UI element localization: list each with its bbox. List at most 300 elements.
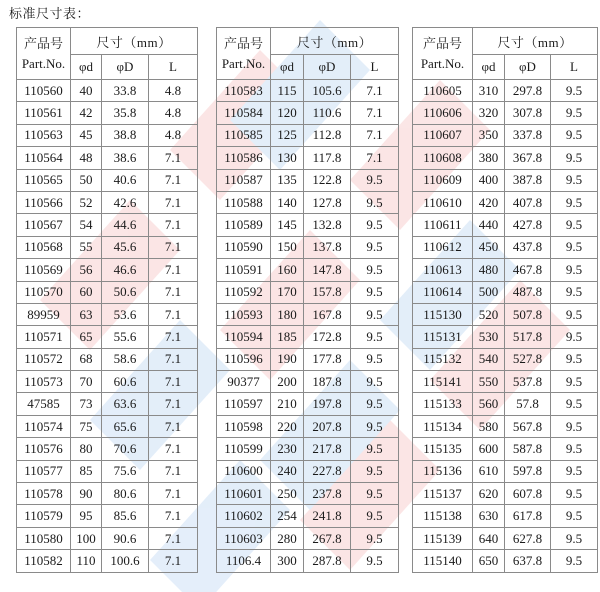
- outer-diameter-cell: 237.8: [304, 483, 351, 505]
- table-row: [413, 169, 598, 191]
- length-cell: 9.5: [551, 169, 598, 191]
- length-cell: 7.1: [149, 460, 198, 482]
- inner-diameter-cell: 310: [473, 80, 505, 102]
- table-row: [217, 371, 399, 393]
- inner-diameter-cell: 180: [271, 303, 304, 325]
- inner-diameter-cell: 600: [473, 438, 505, 460]
- table-row: [217, 124, 399, 146]
- inner-diameter-cell: 80: [71, 438, 102, 460]
- outer-diameter-cell: 267.8: [304, 527, 351, 549]
- outer-diameter-cell: 70.6: [102, 438, 149, 460]
- length-cell: 7.1: [149, 527, 198, 549]
- table-row: [217, 550, 399, 572]
- inner-diameter-cell: 560: [473, 393, 505, 415]
- outer-diameter-header: φD: [505, 55, 551, 80]
- part-number-cell: 110579: [17, 505, 71, 527]
- length-cell: 9.5: [351, 326, 399, 348]
- length-cell: 9.5: [351, 505, 399, 527]
- inner-diameter-cell: 254: [271, 505, 304, 527]
- table-row: [217, 460, 399, 482]
- table-row: [217, 483, 399, 505]
- part-number-cell: 110612: [413, 236, 473, 258]
- inner-diameter-cell: 420: [473, 191, 505, 213]
- inner-diameter-cell: 450: [473, 236, 505, 258]
- length-cell: 9.5: [551, 393, 598, 415]
- inner-diameter-cell: 100: [71, 527, 102, 549]
- outer-diameter-cell: 487.8: [505, 281, 551, 303]
- inner-diameter-cell: 650: [473, 550, 505, 572]
- table-row: [413, 460, 598, 482]
- outer-diameter-cell: 38.8: [102, 124, 149, 146]
- outer-diameter-cell: 147.8: [304, 259, 351, 281]
- table-row: [413, 527, 598, 549]
- part-number-cell: 115130: [413, 303, 473, 325]
- outer-diameter-header: φD: [304, 55, 351, 80]
- table-row: [217, 438, 399, 460]
- length-cell: 7.1: [149, 371, 198, 393]
- part-number-cell: 110587: [217, 169, 271, 191]
- outer-diameter-cell: 287.8: [304, 550, 351, 572]
- length-cell: 7.1: [149, 191, 198, 213]
- length-cell: 9.5: [551, 438, 598, 460]
- length-cell: 7.1: [149, 147, 198, 169]
- length-cell: 9.5: [351, 371, 399, 393]
- part-number-cell: 110591: [217, 259, 271, 281]
- outer-diameter-cell: 85.6: [102, 505, 149, 527]
- length-cell: 7.1: [149, 303, 198, 325]
- outer-diameter-cell: 597.8: [505, 460, 551, 482]
- outer-diameter-cell: 157.8: [304, 281, 351, 303]
- table-row: [17, 393, 198, 415]
- part-number-cell: 110592: [217, 281, 271, 303]
- table-row: [17, 124, 198, 146]
- inner-diameter-cell: 90: [71, 483, 102, 505]
- outer-diameter-cell: 241.8: [304, 505, 351, 527]
- part-number-header: 产品号 Part.No.: [17, 28, 71, 80]
- inner-diameter-cell: 540: [473, 348, 505, 370]
- outer-diameter-cell: 122.8: [304, 169, 351, 191]
- table-row: [217, 415, 399, 437]
- table-row: [413, 483, 598, 505]
- table-row: [17, 438, 198, 460]
- outer-diameter-cell: 637.8: [505, 550, 551, 572]
- table-row: [17, 303, 198, 325]
- length-cell: 7.1: [149, 550, 198, 572]
- part-number-cell: 110611: [413, 214, 473, 236]
- table-row: [413, 550, 598, 572]
- inner-diameter-cell: 210: [271, 393, 304, 415]
- length-cell: 7.1: [149, 483, 198, 505]
- table-row: [413, 124, 598, 146]
- table-row: [217, 326, 399, 348]
- inner-diameter-cell: 130: [271, 147, 304, 169]
- length-cell: 7.1: [351, 102, 399, 124]
- outer-diameter-cell: 617.8: [505, 505, 551, 527]
- table-row: [217, 527, 399, 549]
- table-row: [17, 80, 198, 102]
- outer-diameter-cell: 337.8: [505, 124, 551, 146]
- length-cell: 9.5: [351, 527, 399, 549]
- table-row: [17, 348, 198, 370]
- inner-diameter-cell: 200: [271, 371, 304, 393]
- table-row: [217, 80, 399, 102]
- outer-diameter-cell: 57.8: [505, 393, 551, 415]
- length-cell: 9.5: [551, 348, 598, 370]
- length-cell: 9.5: [551, 191, 598, 213]
- length-cell: 9.5: [551, 460, 598, 482]
- part-number-cell: 115139: [413, 527, 473, 549]
- table-row: [17, 527, 198, 549]
- inner-diameter-cell: 240: [271, 460, 304, 482]
- length-header: L: [351, 55, 399, 80]
- length-cell: 9.5: [351, 460, 399, 482]
- inner-diameter-cell: 140: [271, 191, 304, 213]
- outer-diameter-cell: 42.6: [102, 191, 149, 213]
- inner-diameter-cell: 400: [473, 169, 505, 191]
- outer-diameter-cell: 407.8: [505, 191, 551, 213]
- table-row: [17, 281, 198, 303]
- table-row: [17, 326, 198, 348]
- size-table-3: [412, 27, 598, 573]
- part-number-cell: 115135: [413, 438, 473, 460]
- length-cell: 7.1: [149, 169, 198, 191]
- outer-diameter-cell: 127.8: [304, 191, 351, 213]
- part-number-cell: 110590: [217, 236, 271, 258]
- inner-diameter-cell: 50: [71, 169, 102, 191]
- part-number-header: 产品号 Part.No.: [217, 28, 271, 80]
- length-cell: 9.5: [551, 147, 598, 169]
- outer-diameter-cell: 44.6: [102, 214, 149, 236]
- part-number-cell: 110597: [217, 393, 271, 415]
- outer-diameter-cell: 627.8: [505, 527, 551, 549]
- inner-diameter-cell: 380: [473, 147, 505, 169]
- part-number-cell: 115133: [413, 393, 473, 415]
- length-cell: 7.1: [149, 393, 198, 415]
- table-row: [17, 371, 198, 393]
- table-row: [217, 191, 399, 213]
- inner-diameter-cell: 550: [473, 371, 505, 393]
- outer-diameter-cell: 207.8: [304, 415, 351, 437]
- outer-diameter-cell: 607.8: [505, 483, 551, 505]
- length-cell: 9.5: [351, 214, 399, 236]
- length-cell: 7.1: [149, 348, 198, 370]
- length-cell: 9.5: [351, 550, 399, 572]
- table-row: [413, 191, 598, 213]
- outer-diameter-cell: 172.8: [304, 326, 351, 348]
- length-cell: 9.5: [551, 483, 598, 505]
- length-cell: 7.1: [149, 214, 198, 236]
- length-cell: 4.8: [149, 124, 198, 146]
- part-number-cell: 110600: [217, 460, 271, 482]
- part-number-cell: 110596: [217, 348, 271, 370]
- part-number-cell: 115132: [413, 348, 473, 370]
- length-cell: 9.5: [351, 348, 399, 370]
- outer-diameter-cell: 75.6: [102, 460, 149, 482]
- part-number-cell: 110560: [17, 80, 71, 102]
- outer-diameter-cell: 427.8: [505, 214, 551, 236]
- length-cell: 9.5: [351, 415, 399, 437]
- table-row: [217, 393, 399, 415]
- inner-diameter-cell: 500: [473, 281, 505, 303]
- part-number-cell: 110571: [17, 326, 71, 348]
- outer-diameter-cell: 105.6: [304, 80, 351, 102]
- inner-diameter-cell: 54: [71, 214, 102, 236]
- table-row: [413, 214, 598, 236]
- length-header: L: [149, 55, 198, 80]
- inner-diameter-cell: 280: [271, 527, 304, 549]
- inner-diameter-cell: 350: [473, 124, 505, 146]
- outer-diameter-cell: 467.8: [505, 259, 551, 281]
- outer-diameter-cell: 45.6: [102, 236, 149, 258]
- length-cell: 9.5: [551, 102, 598, 124]
- outer-diameter-cell: 40.6: [102, 169, 149, 191]
- length-cell: 7.1: [149, 236, 198, 258]
- part-number-cell: 1106.4: [217, 550, 271, 572]
- outer-diameter-cell: 537.8: [505, 371, 551, 393]
- inner-diameter-cell: 520: [473, 303, 505, 325]
- inner-diameter-header: φd: [271, 55, 304, 80]
- inner-diameter-cell: 250: [271, 483, 304, 505]
- part-number-cell: 110573: [17, 371, 71, 393]
- outer-diameter-cell: 217.8: [304, 438, 351, 460]
- inner-diameter-cell: 220: [271, 415, 304, 437]
- outer-diameter-cell: 90.6: [102, 527, 149, 549]
- part-number-cell: 115131: [413, 326, 473, 348]
- inner-diameter-cell: 120: [271, 102, 304, 124]
- part-number-cell: 110580: [17, 527, 71, 549]
- part-number-cell: 110610: [413, 191, 473, 213]
- outer-diameter-cell: 110.6: [304, 102, 351, 124]
- inner-diameter-cell: 63: [71, 303, 102, 325]
- outer-diameter-cell: 58.6: [102, 348, 149, 370]
- table-row: [217, 505, 399, 527]
- table-row: [413, 303, 598, 325]
- part-number-cell: 110576: [17, 438, 71, 460]
- part-number-cell: 110601: [217, 483, 271, 505]
- inner-diameter-cell: 110: [71, 550, 102, 572]
- table-row: [17, 259, 198, 281]
- part-number-cell: 110607: [413, 124, 473, 146]
- length-cell: 7.1: [149, 415, 198, 437]
- outer-diameter-cell: 100.6: [102, 550, 149, 572]
- part-number-cell: 115140: [413, 550, 473, 572]
- outer-diameter-cell: 33.8: [102, 80, 149, 102]
- table-row: [217, 259, 399, 281]
- inner-diameter-cell: 480: [473, 259, 505, 281]
- outer-diameter-cell: 587.8: [505, 438, 551, 460]
- inner-diameter-cell: 160: [271, 259, 304, 281]
- part-number-cell: 110564: [17, 147, 71, 169]
- outer-diameter-cell: 507.8: [505, 303, 551, 325]
- part-number-cell: 110593: [217, 303, 271, 325]
- outer-diameter-cell: 60.6: [102, 371, 149, 393]
- table-row: [17, 483, 198, 505]
- length-cell: 9.5: [351, 483, 399, 505]
- part-number-cell: 110598: [217, 415, 271, 437]
- inner-diameter-cell: 320: [473, 102, 505, 124]
- inner-diameter-cell: 170: [271, 281, 304, 303]
- length-cell: 7.1: [351, 124, 399, 146]
- part-number-cell: 110582: [17, 550, 71, 572]
- length-cell: 9.5: [351, 191, 399, 213]
- part-number-cell: 110589: [217, 214, 271, 236]
- length-cell: 4.8: [149, 102, 198, 124]
- length-cell: 4.8: [149, 80, 198, 102]
- table-row: [413, 80, 598, 102]
- inner-diameter-cell: 150: [271, 236, 304, 258]
- part-number-cell: 115138: [413, 505, 473, 527]
- part-number-cell: 115137: [413, 483, 473, 505]
- outer-diameter-cell: 80.6: [102, 483, 149, 505]
- table-row: [217, 102, 399, 124]
- length-cell: 9.5: [551, 505, 598, 527]
- outer-diameter-cell: 65.6: [102, 415, 149, 437]
- part-number-header: 产品号 Part.No.: [413, 28, 473, 80]
- part-number-cell: 110563: [17, 124, 71, 146]
- length-cell: 9.5: [351, 236, 399, 258]
- inner-diameter-cell: 42: [71, 102, 102, 124]
- length-cell: 7.1: [149, 259, 198, 281]
- length-cell: 9.5: [551, 259, 598, 281]
- table-row: [413, 236, 598, 258]
- part-number-cell: 110568: [17, 236, 71, 258]
- part-number-cell: 115134: [413, 415, 473, 437]
- inner-diameter-cell: 95: [71, 505, 102, 527]
- length-cell: 7.1: [351, 80, 399, 102]
- outer-diameter-cell: 50.6: [102, 281, 149, 303]
- part-number-cell: 110609: [413, 169, 473, 191]
- length-cell: 9.5: [351, 281, 399, 303]
- length-cell: 7.1: [149, 438, 198, 460]
- inner-diameter-cell: 60: [71, 281, 102, 303]
- table-row: [17, 102, 198, 124]
- outer-diameter-cell: 297.8: [505, 80, 551, 102]
- table-row: [17, 236, 198, 258]
- page-heading: 标准尺寸表：: [9, 7, 91, 22]
- outer-diameter-cell: 112.8: [304, 124, 351, 146]
- outer-diameter-header: φD: [102, 55, 149, 80]
- length-cell: 9.5: [351, 169, 399, 191]
- table-row: [413, 415, 598, 437]
- inner-diameter-cell: 40: [71, 80, 102, 102]
- outer-diameter-cell: 517.8: [505, 326, 551, 348]
- outer-diameter-cell: 227.8: [304, 460, 351, 482]
- table-row: [217, 169, 399, 191]
- inner-diameter-cell: 115: [271, 80, 304, 102]
- inner-diameter-cell: 630: [473, 505, 505, 527]
- table-row: [17, 460, 198, 482]
- outer-diameter-cell: 35.8: [102, 102, 149, 124]
- length-cell: 9.5: [551, 371, 598, 393]
- inner-diameter-cell: 125: [271, 124, 304, 146]
- table-row: [413, 102, 598, 124]
- table-row: [217, 281, 399, 303]
- part-number-cell: 110599: [217, 438, 271, 460]
- part-number-cell: 110586: [217, 147, 271, 169]
- part-number-cell: 110569: [17, 259, 71, 281]
- part-number-cell: 110561: [17, 102, 71, 124]
- table-row: [217, 303, 399, 325]
- inner-diameter-cell: 75: [71, 415, 102, 437]
- table-row: [17, 169, 198, 191]
- length-cell: 9.5: [351, 303, 399, 325]
- inner-diameter-cell: 190: [271, 348, 304, 370]
- length-cell: 9.5: [551, 303, 598, 325]
- length-cell: 9.5: [551, 214, 598, 236]
- table-row: [217, 348, 399, 370]
- part-number-cell: 110565: [17, 169, 71, 191]
- table-row: [413, 147, 598, 169]
- table-row: [413, 281, 598, 303]
- table-row: [17, 191, 198, 213]
- part-number-cell: 110588: [217, 191, 271, 213]
- length-cell: 9.5: [351, 393, 399, 415]
- outer-diameter-cell: 63.6: [102, 393, 149, 415]
- inner-diameter-cell: 55: [71, 236, 102, 258]
- inner-diameter-cell: 73: [71, 393, 102, 415]
- outer-diameter-cell: 527.8: [505, 348, 551, 370]
- part-number-cell: 47585: [17, 393, 71, 415]
- length-cell: 7.1: [351, 147, 399, 169]
- inner-diameter-cell: 135: [271, 169, 304, 191]
- part-number-cell: 110574: [17, 415, 71, 437]
- part-number-cell: 110583: [217, 80, 271, 102]
- length-cell: 9.5: [551, 326, 598, 348]
- inner-diameter-cell: 68: [71, 348, 102, 370]
- length-cell: 9.5: [551, 281, 598, 303]
- table-row: [413, 505, 598, 527]
- outer-diameter-cell: 132.8: [304, 214, 351, 236]
- table-row: [217, 214, 399, 236]
- table-row: [413, 259, 598, 281]
- inner-diameter-cell: 65: [71, 326, 102, 348]
- inner-diameter-cell: 530: [473, 326, 505, 348]
- dimension-header: 尺寸（mm）: [71, 28, 198, 55]
- table-row: [217, 236, 399, 258]
- table-row: [217, 147, 399, 169]
- part-number-cell: 115141: [413, 371, 473, 393]
- part-number-cell: 110585: [217, 124, 271, 146]
- part-number-cell: 110567: [17, 214, 71, 236]
- part-number-cell: 110605: [413, 80, 473, 102]
- outer-diameter-cell: 197.8: [304, 393, 351, 415]
- inner-diameter-cell: 185: [271, 326, 304, 348]
- size-table-1: [16, 27, 198, 573]
- inner-diameter-cell: 620: [473, 483, 505, 505]
- table-row: [17, 415, 198, 437]
- length-cell: 7.1: [149, 326, 198, 348]
- outer-diameter-cell: 167.8: [304, 303, 351, 325]
- inner-diameter-cell: 85: [71, 460, 102, 482]
- length-cell: 9.5: [551, 236, 598, 258]
- table-row: [413, 326, 598, 348]
- outer-diameter-cell: 46.6: [102, 259, 149, 281]
- part-number-cell: 110602: [217, 505, 271, 527]
- part-number-cell: 110608: [413, 147, 473, 169]
- part-number-cell: 90377: [217, 371, 271, 393]
- inner-diameter-cell: 230: [271, 438, 304, 460]
- inner-diameter-cell: 56: [71, 259, 102, 281]
- part-number-cell: 110606: [413, 102, 473, 124]
- part-number-cell: 110570: [17, 281, 71, 303]
- length-cell: 9.5: [551, 124, 598, 146]
- part-number-cell: 110578: [17, 483, 71, 505]
- length-cell: 9.5: [551, 550, 598, 572]
- part-number-cell: 110613: [413, 259, 473, 281]
- outer-diameter-cell: 177.8: [304, 348, 351, 370]
- outer-diameter-cell: 117.8: [304, 147, 351, 169]
- length-cell: 9.5: [351, 259, 399, 281]
